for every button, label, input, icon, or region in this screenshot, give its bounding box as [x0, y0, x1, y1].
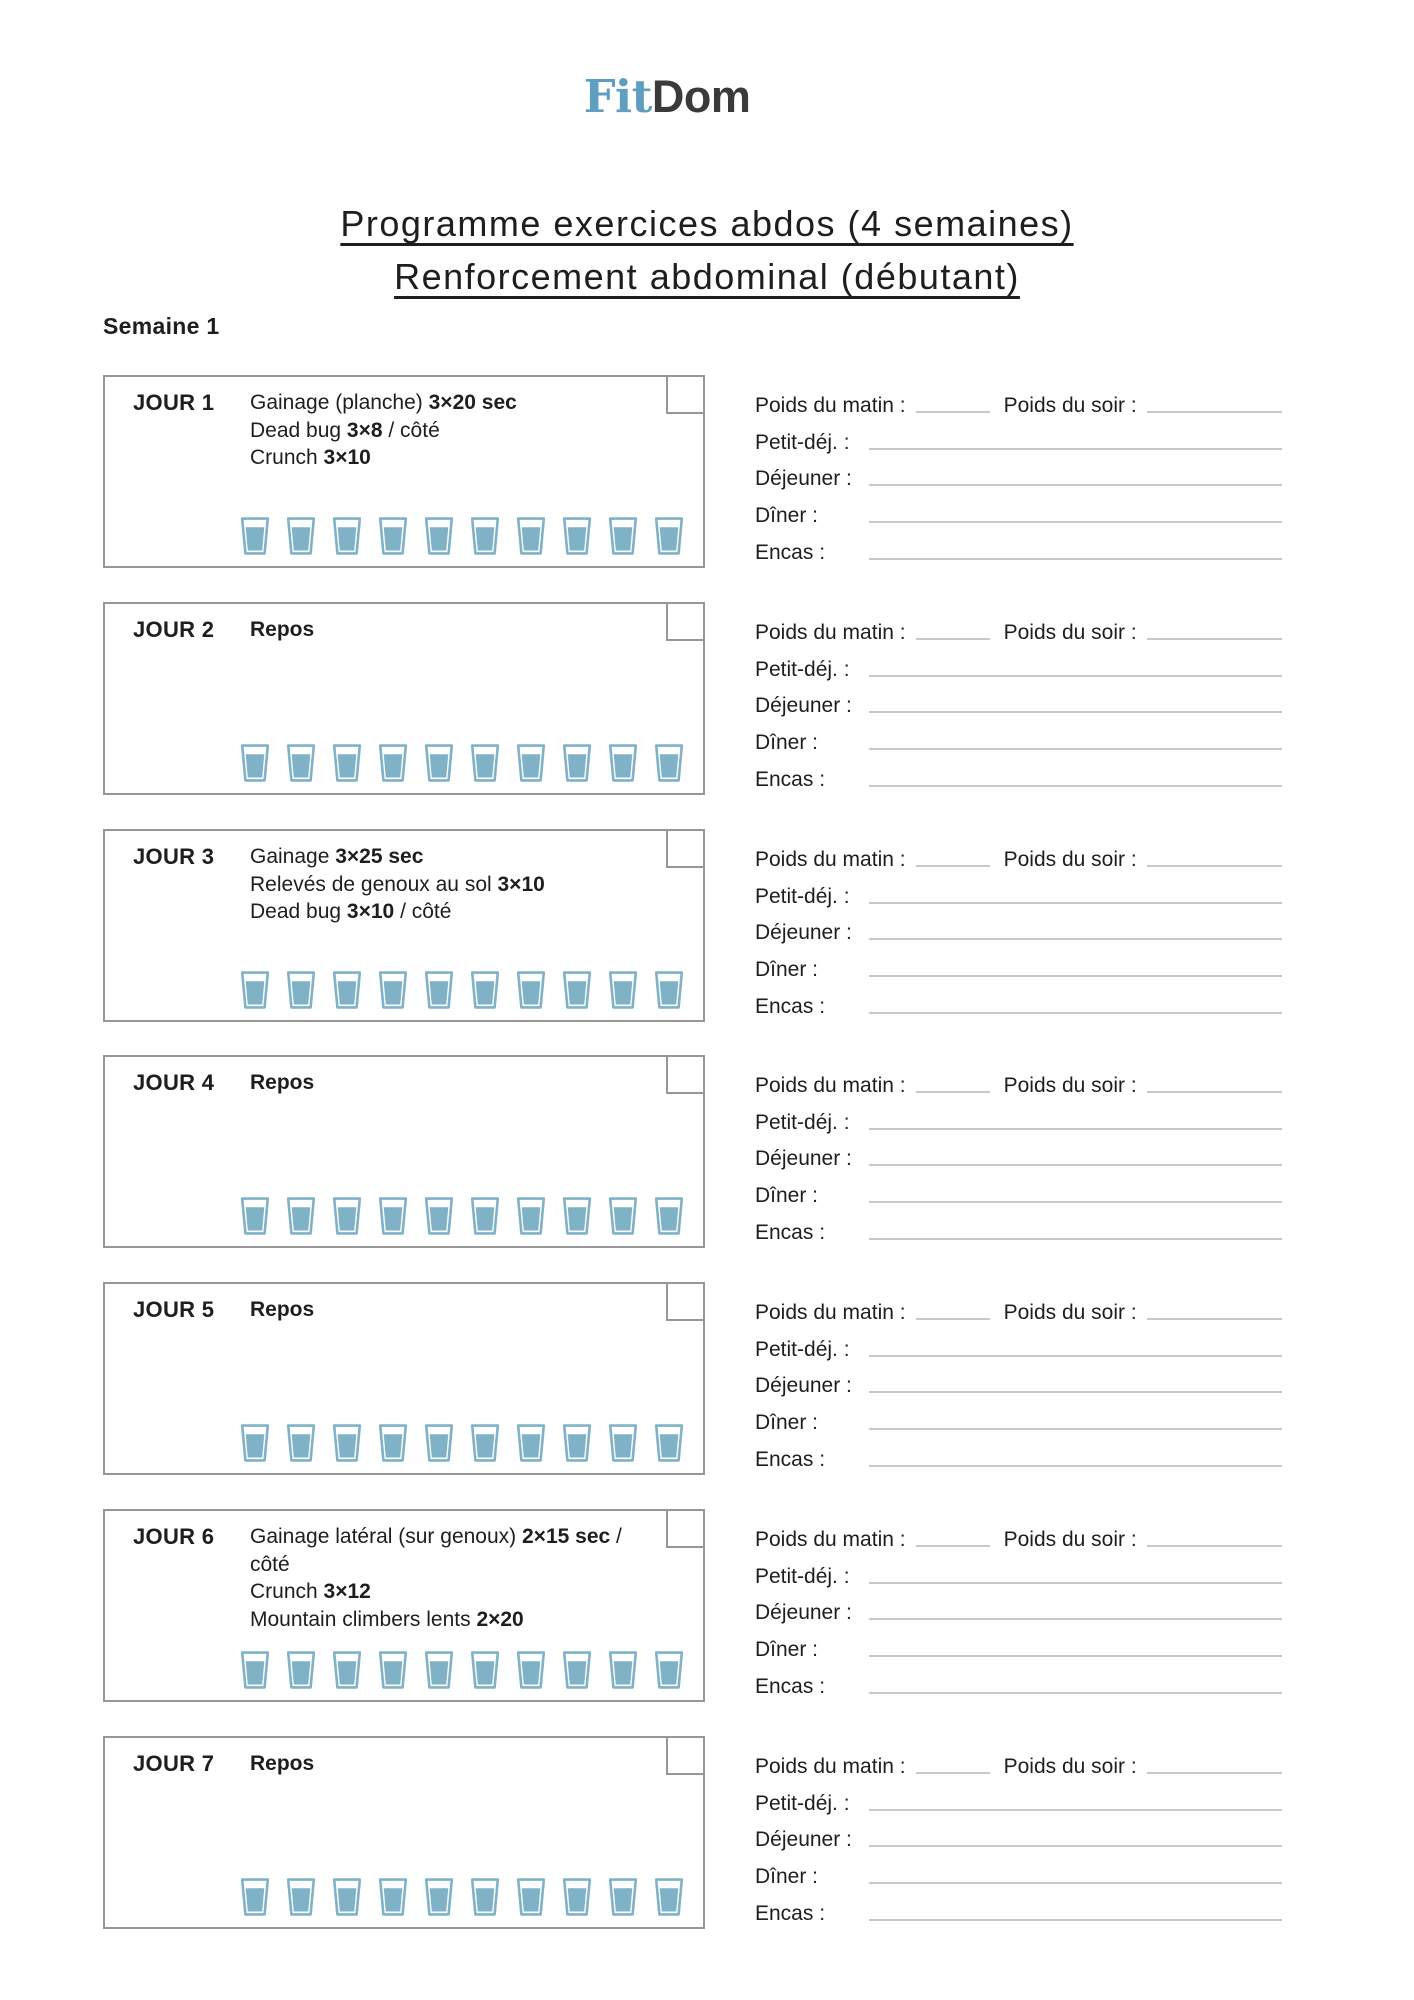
weight-morning-input-line[interactable]: [916, 1091, 990, 1093]
field-label-dinner: Dîner :: [755, 731, 819, 755]
water-glass-icon[interactable]: [608, 1197, 638, 1235]
weight-row: [755, 1060, 1282, 1097]
water-glass-icon[interactable]: [562, 517, 592, 555]
water-glass-icon[interactable]: [240, 1651, 270, 1689]
lunch-input-line[interactable]: [869, 1164, 1282, 1166]
field-label-weight-evening: Poids du soir :: [1003, 847, 1137, 871]
field-label-dinner: Dîner :: [755, 958, 819, 982]
breakfast-row: [755, 1097, 1282, 1134]
water-glass-icon[interactable]: [332, 1197, 362, 1235]
field-label-weight-evening: Poids du soir :: [1003, 393, 1137, 417]
water-glasses-row: [240, 744, 684, 782]
water-glasses-row: [240, 971, 684, 1009]
water-glass-icon[interactable]: [608, 971, 638, 1009]
day-tracking-fields: [755, 380, 1282, 564]
exercise-line: Gainage 3×25 sec: [250, 845, 424, 868]
lunch-input-line[interactable]: [869, 1618, 1282, 1620]
exercise-list: [250, 843, 665, 926]
snack-input-line[interactable]: [869, 785, 1282, 787]
water-glass-icon[interactable]: [332, 1424, 362, 1462]
logo-dom: Dom: [651, 71, 751, 122]
day-done-checkbox[interactable]: [666, 831, 703, 868]
water-glass-icon[interactable]: [516, 517, 546, 555]
snack-row: [755, 1888, 1282, 1925]
field-label-breakfast: Petit-déj. :: [755, 1110, 850, 1134]
water-glass-icon[interactable]: [378, 744, 408, 782]
water-glass-icon[interactable]: [470, 1424, 500, 1462]
water-glass-icon[interactable]: [424, 517, 454, 555]
breakfast-input-line[interactable]: [869, 448, 1282, 450]
day-tracking-fields: [755, 1287, 1282, 1471]
day-tracking-fields: [755, 834, 1282, 1018]
breakfast-input-line[interactable]: [869, 1582, 1282, 1584]
field-label-breakfast: Petit-déj. :: [755, 1564, 850, 1588]
weight-evening-input-line[interactable]: [1147, 1772, 1282, 1774]
day-tracking-fields: [755, 1514, 1282, 1698]
water-glass-icon[interactable]: [240, 1424, 270, 1462]
exercise-list: [250, 389, 665, 472]
exercise-line: Mountain climbers lents 2×20: [250, 1607, 524, 1631]
field-label-snack: Encas :: [755, 540, 826, 564]
day-label: JOUR 6: [133, 1524, 215, 1549]
day-row: [0, 1509, 1414, 1702]
field-label-weight-morning: Poids du matin :: [755, 620, 906, 644]
exercise-list: [250, 1296, 665, 1324]
breakfast-input-line[interactable]: [869, 902, 1282, 904]
exercise-line: Dead bug 3×8 / côté: [250, 418, 440, 442]
dinner-row: [755, 717, 1282, 754]
field-label-weight-evening: Poids du soir :: [1003, 1073, 1137, 1097]
water-glass-icon[interactable]: [608, 744, 638, 782]
water-glass-icon[interactable]: [286, 971, 316, 1009]
day-card: [103, 375, 705, 568]
day-done-checkbox[interactable]: [666, 1284, 703, 1321]
water-glass-icon[interactable]: [332, 971, 362, 1009]
water-glasses-row: [240, 1197, 684, 1235]
water-glass-icon[interactable]: [470, 1197, 500, 1235]
snack-row: [755, 1207, 1282, 1244]
day-row: [0, 375, 1414, 568]
field-label-lunch: Déjeuner :: [755, 1374, 852, 1398]
lunch-row: [755, 908, 1282, 945]
day-card: [103, 1282, 705, 1475]
water-glass-icon[interactable]: [378, 517, 408, 555]
field-label-snack: Encas :: [755, 1901, 826, 1925]
water-glass-icon[interactable]: [286, 1424, 316, 1462]
water-glass-icon[interactable]: [286, 744, 316, 782]
weight-morning-input-line[interactable]: [916, 1772, 990, 1774]
day-row: [0, 1736, 1414, 1929]
breakfast-row: [755, 1324, 1282, 1361]
week-heading: Semaine 1: [103, 313, 220, 339]
breakfast-input-line[interactable]: [869, 1809, 1282, 1811]
water-glasses-row: [240, 517, 684, 555]
day-label: JOUR 3: [133, 844, 215, 869]
water-glass-icon[interactable]: [516, 744, 546, 782]
dinner-input-line[interactable]: [869, 748, 1282, 750]
water-glass-icon[interactable]: [424, 744, 454, 782]
breakfast-row: [755, 1778, 1282, 1815]
field-label-weight-evening: Poids du soir :: [1003, 1527, 1137, 1551]
day-done-checkbox[interactable]: [666, 377, 703, 414]
dinner-row: [755, 944, 1282, 981]
water-glass-icon[interactable]: [378, 1197, 408, 1235]
weight-evening-input-line[interactable]: [1147, 638, 1282, 640]
water-glass-icon[interactable]: [562, 1878, 592, 1916]
breakfast-input-line[interactable]: [869, 1128, 1282, 1130]
water-glass-icon[interactable]: [240, 1197, 270, 1235]
water-glass-icon[interactable]: [240, 744, 270, 782]
day-row: [0, 602, 1414, 795]
exercise-line: Repos: [250, 1071, 315, 1094]
water-glass-icon[interactable]: [470, 971, 500, 1009]
field-label-snack: Encas :: [755, 1674, 826, 1698]
water-glass-icon[interactable]: [332, 1878, 362, 1916]
lunch-input-line[interactable]: [869, 1391, 1282, 1393]
water-glass-icon[interactable]: [654, 971, 684, 1009]
lunch-row: [755, 1588, 1282, 1625]
weight-morning-input-line[interactable]: [916, 1318, 990, 1320]
weight-morning-input-line[interactable]: [916, 865, 990, 867]
water-glass-icon[interactable]: [240, 517, 270, 555]
lunch-row: [755, 681, 1282, 718]
field-label-dinner: Dîner :: [755, 1411, 819, 1435]
day-card: [103, 602, 705, 795]
water-glasses-row: [240, 1878, 684, 1916]
water-glass-icon[interactable]: [378, 1878, 408, 1916]
breakfast-input-line[interactable]: [869, 1355, 1282, 1357]
weight-evening-input-line[interactable]: [1147, 411, 1282, 413]
weight-row: [755, 1741, 1282, 1778]
water-glass-icon[interactable]: [654, 1651, 684, 1689]
dinner-input-line[interactable]: [869, 1655, 1282, 1657]
day-label: JOUR 5: [133, 1297, 215, 1322]
weight-evening-input-line[interactable]: [1147, 1091, 1282, 1093]
exercise-list: [250, 1523, 665, 1633]
water-glass-icon[interactable]: [470, 517, 500, 555]
dinner-row: [755, 1851, 1282, 1888]
weight-evening-input-line[interactable]: [1147, 1545, 1282, 1547]
weight-morning-input-line[interactable]: [916, 1545, 990, 1547]
water-glass-icon[interactable]: [378, 1424, 408, 1462]
breakfast-input-line[interactable]: [869, 675, 1282, 677]
dinner-row: [755, 490, 1282, 527]
exercise-list: [250, 1750, 665, 1778]
field-label-weight-morning: Poids du matin :: [755, 1300, 906, 1324]
water-glass-icon[interactable]: [424, 971, 454, 1009]
field-label-weight-morning: Poids du matin :: [755, 1073, 906, 1097]
dinner-input-line[interactable]: [869, 1428, 1282, 1430]
field-label-snack: Encas :: [755, 994, 826, 1018]
water-glass-icon[interactable]: [424, 1651, 454, 1689]
day-card: [103, 1736, 705, 1929]
snack-row: [755, 1661, 1282, 1698]
lunch-row: [755, 1361, 1282, 1398]
breakfast-row: [755, 417, 1282, 454]
dinner-row: [755, 1624, 1282, 1661]
weight-morning-input-line[interactable]: [916, 411, 990, 413]
exercise-line: Repos: [250, 618, 315, 641]
weight-evening-input-line[interactable]: [1147, 1318, 1282, 1320]
lunch-input-line[interactable]: [869, 711, 1282, 713]
water-glass-icon[interactable]: [516, 1651, 546, 1689]
day-done-checkbox[interactable]: [666, 1738, 703, 1775]
field-label-weight-morning: Poids du matin :: [755, 393, 906, 417]
water-glass-icon[interactable]: [516, 1878, 546, 1916]
dinner-row: [755, 1397, 1282, 1434]
water-glass-icon[interactable]: [424, 1878, 454, 1916]
snack-input-line[interactable]: [869, 1012, 1282, 1014]
dinner-input-line[interactable]: [869, 1882, 1282, 1884]
water-glass-icon[interactable]: [470, 1878, 500, 1916]
day-row: [0, 1282, 1414, 1475]
dinner-row: [755, 1170, 1282, 1207]
water-glass-icon[interactable]: [608, 1651, 638, 1689]
exercise-line: Repos: [250, 1752, 315, 1775]
snack-input-line[interactable]: [869, 558, 1282, 560]
water-glass-icon[interactable]: [286, 1651, 316, 1689]
field-label-weight-evening: Poids du soir :: [1003, 1300, 1137, 1324]
field-label-weight-morning: Poids du matin :: [755, 1754, 906, 1778]
water-glass-icon[interactable]: [654, 1878, 684, 1916]
exercise-line: Relevés de genoux au sol 3×10: [250, 872, 545, 896]
field-label-breakfast: Petit-déj. :: [755, 1337, 850, 1361]
field-label-lunch: Déjeuner :: [755, 1828, 852, 1852]
water-glass-icon[interactable]: [608, 1878, 638, 1916]
exercise-list: [250, 616, 665, 644]
day-card: [103, 1509, 705, 1702]
water-glass-icon[interactable]: [562, 971, 592, 1009]
snack-row: [755, 754, 1282, 791]
lunch-input-line[interactable]: [869, 1845, 1282, 1847]
day-done-checkbox[interactable]: [666, 1511, 703, 1548]
day-label: JOUR 1: [133, 390, 215, 415]
day-done-checkbox[interactable]: [666, 1057, 703, 1094]
weight-row: [755, 1287, 1282, 1324]
weight-morning-input-line[interactable]: [916, 638, 990, 640]
water-glass-icon[interactable]: [654, 744, 684, 782]
field-label-snack: Encas :: [755, 767, 826, 791]
field-label-breakfast: Petit-déj. :: [755, 430, 850, 454]
field-label-snack: Encas :: [755, 1220, 826, 1244]
water-glasses-row: [240, 1424, 684, 1462]
water-glass-icon[interactable]: [424, 1424, 454, 1462]
snack-row: [755, 981, 1282, 1018]
water-glass-icon[interactable]: [608, 517, 638, 555]
field-label-lunch: Déjeuner :: [755, 694, 852, 718]
water-glass-icon[interactable]: [562, 1424, 592, 1462]
snack-input-line[interactable]: [869, 1465, 1282, 1467]
field-label-lunch: Déjeuner :: [755, 1601, 852, 1625]
water-glass-icon[interactable]: [470, 744, 500, 782]
field-label-lunch: Déjeuner :: [755, 467, 852, 491]
water-glass-icon[interactable]: [470, 1651, 500, 1689]
day-row: [0, 829, 1414, 1022]
water-glass-icon[interactable]: [378, 1651, 408, 1689]
water-glass-icon[interactable]: [332, 1651, 362, 1689]
snack-input-line[interactable]: [869, 1238, 1282, 1240]
water-glass-icon[interactable]: [516, 1424, 546, 1462]
field-label-snack: Encas :: [755, 1447, 826, 1471]
exercise-line: Crunch 3×10: [250, 446, 371, 469]
field-label-weight-morning: Poids du matin :: [755, 847, 906, 871]
water-glass-icon[interactable]: [562, 1197, 592, 1235]
water-glass-icon[interactable]: [654, 517, 684, 555]
water-glass-icon[interactable]: [562, 1651, 592, 1689]
logo-fit: Fit: [583, 70, 652, 123]
water-glass-icon[interactable]: [332, 744, 362, 782]
breakfast-row: [755, 1551, 1282, 1588]
field-label-breakfast: Petit-déj. :: [755, 657, 850, 681]
field-label-breakfast: Petit-déj. :: [755, 884, 850, 908]
field-label-weight-morning: Poids du matin :: [755, 1527, 906, 1551]
field-label-dinner: Dîner :: [755, 1184, 819, 1208]
water-glass-icon[interactable]: [286, 1878, 316, 1916]
water-glass-icon[interactable]: [516, 1197, 546, 1235]
day-label: JOUR 2: [133, 617, 215, 642]
lunch-input-line[interactable]: [869, 938, 1282, 940]
field-label-weight-evening: Poids du soir :: [1003, 620, 1137, 644]
lunch-row: [755, 1815, 1282, 1852]
field-label-breakfast: Petit-déj. :: [755, 1791, 850, 1815]
dinner-input-line[interactable]: [869, 1201, 1282, 1203]
water-glass-icon[interactable]: [286, 517, 316, 555]
exercise-line: Gainage (planche) 3×20 sec: [250, 391, 517, 414]
day-tracking-fields: [755, 1741, 1282, 1925]
lunch-input-line[interactable]: [869, 484, 1282, 486]
field-label-lunch: Déjeuner :: [755, 1147, 852, 1171]
water-glass-icon[interactable]: [516, 971, 546, 1009]
day-row: [0, 1055, 1414, 1248]
field-label-dinner: Dîner :: [755, 504, 819, 528]
page-title: [0, 197, 1414, 303]
dinner-input-line[interactable]: [869, 521, 1282, 523]
snack-input-line[interactable]: [869, 1692, 1282, 1694]
exercise-line: Gainage latéral (sur genoux) 2×15 sec / côté: [250, 1525, 622, 1576]
day-tracking-fields: [755, 1060, 1282, 1244]
water-glass-icon[interactable]: [240, 1878, 270, 1916]
water-glass-icon[interactable]: [608, 1424, 638, 1462]
field-label-lunch: Déjeuner :: [755, 921, 852, 945]
logo: [0, 70, 1414, 123]
exercise-line: Dead bug 3×10 / côté: [250, 900, 452, 923]
exercise-line: Repos: [250, 1298, 315, 1321]
page-title-line1: Programme exercices abdos (4 semaines): [340, 203, 1074, 244]
water-glasses-row: [240, 1651, 684, 1689]
weight-row: [755, 380, 1282, 417]
water-glass-icon[interactable]: [286, 1197, 316, 1235]
field-label-weight-evening: Poids du soir :: [1003, 1754, 1137, 1778]
water-glass-icon[interactable]: [424, 1197, 454, 1235]
snack-row: [755, 1434, 1282, 1471]
snack-input-line[interactable]: [869, 1919, 1282, 1921]
exercise-list: [250, 1069, 665, 1097]
breakfast-row: [755, 871, 1282, 908]
day-tracking-fields: [755, 607, 1282, 791]
day-card: [103, 1055, 705, 1248]
water-glass-icon[interactable]: [378, 971, 408, 1009]
water-glass-icon[interactable]: [654, 1197, 684, 1235]
field-label-dinner: Dîner :: [755, 1865, 819, 1889]
page-title-line2: Renforcement abdominal (débutant): [394, 256, 1020, 297]
water-glass-icon[interactable]: [332, 517, 362, 555]
day-label: JOUR 4: [133, 1070, 215, 1095]
snack-row: [755, 527, 1282, 564]
dinner-input-line[interactable]: [869, 975, 1282, 977]
exercise-line: Crunch 3×12: [250, 1580, 371, 1603]
water-glass-icon[interactable]: [240, 971, 270, 1009]
weight-evening-input-line[interactable]: [1147, 865, 1282, 867]
field-label-dinner: Dîner :: [755, 1638, 819, 1662]
water-glass-icon[interactable]: [654, 1424, 684, 1462]
weight-row: [755, 1514, 1282, 1551]
day-card: [103, 829, 705, 1022]
weight-row: [755, 834, 1282, 871]
breakfast-row: [755, 644, 1282, 681]
day-label: JOUR 7: [133, 1751, 215, 1776]
day-done-checkbox[interactable]: [666, 604, 703, 641]
lunch-row: [755, 454, 1282, 491]
weight-row: [755, 607, 1282, 644]
lunch-row: [755, 1134, 1282, 1171]
water-glass-icon[interactable]: [562, 744, 592, 782]
